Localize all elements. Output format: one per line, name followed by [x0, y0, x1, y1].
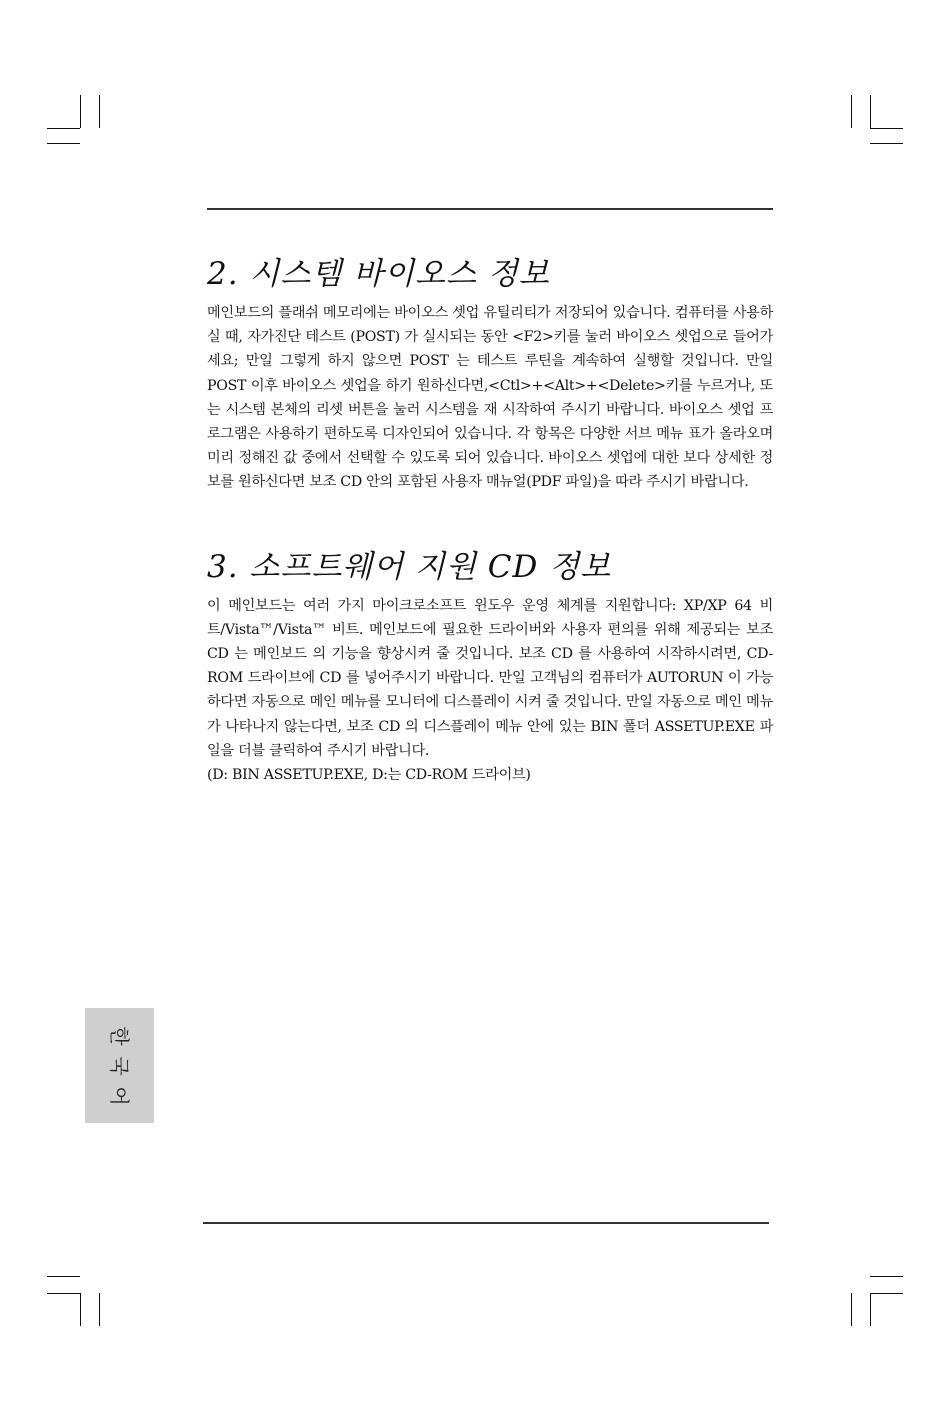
section-title-bios: 2. 시스템 바이오스 정보: [207, 256, 550, 292]
crop-mark: [870, 95, 871, 128]
crop-mark: [80, 1293, 81, 1326]
crop-mark: [47, 143, 80, 144]
crop-mark: [870, 128, 903, 129]
section-body-support-cd: 이 메인보드는 여러 가지 마이크로소프트 윈도우 운영 체계를 지원합니다: XP/XP 64 비트/Vista™/Vista™ 비트. 메인보드에 필요한 드라이버와 사용자 편의를 위해 제공되는 보조 CD 는 메인보드 의 기능을 향상시켜 줄 것입니다. 보조 CD 를 사용하여 시작하시려면, CD-ROM 드라이브에 CD 를 넣어주시기 바랍니다. 만일 고객님의 컴퓨터가 AUTORUN 이 가능하다면 자동으로 메인 메뉴를 모니터에 디스플레이 시켜 줄 것입니다. 만일 자동으로 메인 메뉴가 나타나지 않는다면, 보조 CD 의 디스플레이 메뉴 안에 있는 BIN 폴더 ASSETUP.EXE 파일을 더블 클릭하여 주시기 바랍니다.: [207, 597, 773, 759]
crop-mark: [47, 1293, 80, 1294]
crop-mark: [870, 1293, 903, 1294]
crop-mark: [47, 1276, 80, 1277]
crop-mark: [99, 95, 100, 128]
crop-mark: [99, 1293, 100, 1326]
section-bios-info: [207, 248, 773, 495]
language-tab-char: 국: [107, 1055, 132, 1076]
crop-mark: [870, 143, 903, 144]
crop-mark: [851, 95, 852, 128]
crop-mark: [47, 128, 80, 129]
language-tab-char: 어: [107, 1085, 132, 1106]
crop-mark: [870, 1276, 903, 1277]
page-content: [207, 248, 773, 787]
footer-rule: [203, 1222, 769, 1224]
header-rule: [207, 208, 773, 210]
section-support-cd: [207, 541, 773, 788]
crop-mark: [80, 95, 81, 128]
section-title-support-cd: 3. 소프트웨어 지원 CD 정보: [207, 548, 612, 585]
language-tab-char: 한: [107, 1025, 132, 1046]
crop-mark: [870, 1293, 871, 1326]
section-body-bios: 메인보드의 플래쉬 메모리에는 바이오스 셋업 유틸리티가 저장되어 있습니다. 컴퓨터를 사용하실 때, 자가진단 테스트 (POST) 가 실시되는 동안 <F2>키를 눌러 바이오스 셋업으로 들어가세요; 만일 그렇게 하지 않으면 POST 는 테스트 루틴을 계속하여 실행할 것입니다. 만일 POST 이후 바이오스 셋업을 하기 원하신다면,<Ctl>+<Alt>+<Delete>키를 누르거나, 또는 시스템 본체의 리셋 버튼을 눌러 시스템을 재 시작하여 주시기 바랍니다. 바이오스 셋업 프로그램은 사용하기 편하도록 디자인되어 있습니다. 각 항목은 다양한 서브 메뉴 표가 올라오며 미리 정해진 값 중에서 선택할 수 있도록 되어 있습니다. 바이오스 셋업에 대한 보다 상세한 정보를 원하신다면 보조 CD 안의 포함된 사용자 매뉴얼(PDF 파일)을 따라 주시기 바랍니다.: [207, 305, 773, 491]
language-side-tab: [85, 1008, 154, 1123]
crop-mark: [851, 1293, 852, 1326]
path-note: (D: BIN ASSETUP.EXE, D:는 CD-ROM 드라이브): [207, 767, 531, 784]
